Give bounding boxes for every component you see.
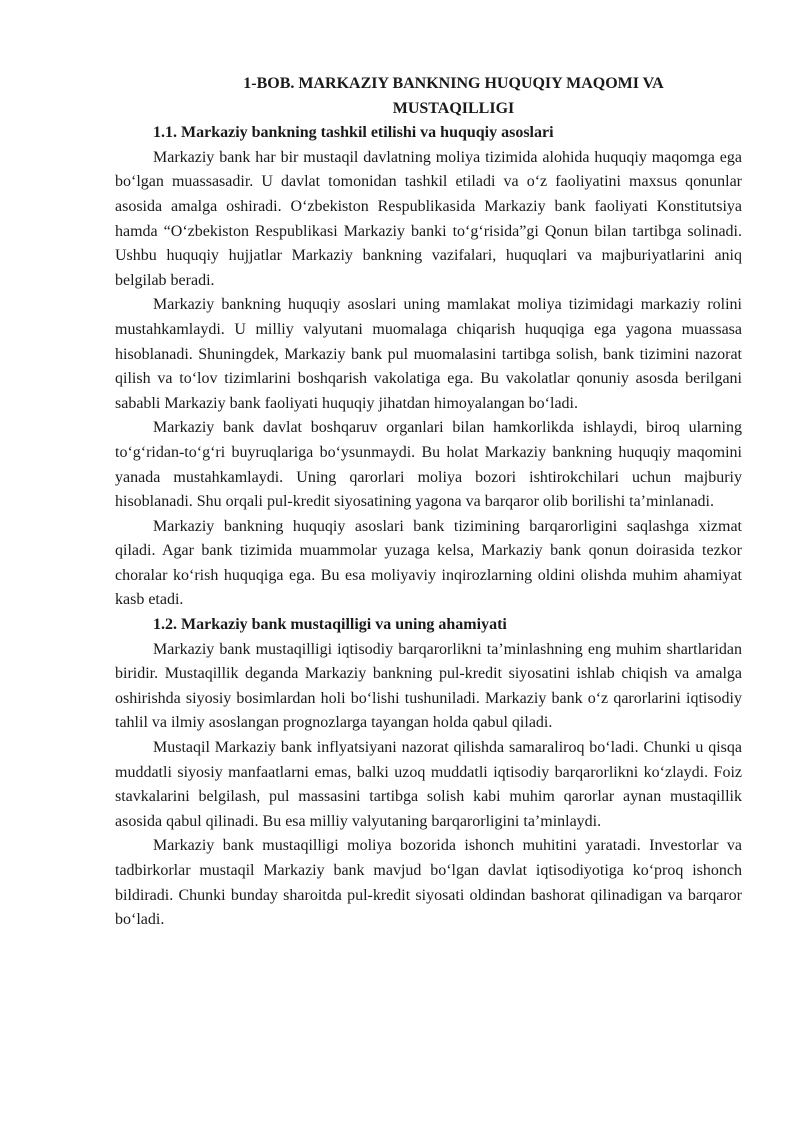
paragraph: Markaziy bank har bir mustaqil davlatning moliya tizimida alohida huquqiy maqomga ega bo‘lgan muassasadir. U davlat tomonidan tashkil etiladi va o‘z faoliyatini maxsus qonunlar asosida amalga oshiradi. O‘zbekiston Respublikasida Markaziy bank faoliyati Konstitutsiya hamda “O‘zbekiston Respublikasi Markaziy banki to‘g‘risida”gi Qonun bilan tartibga solinadi. Ushbu huquqiy hujjatlar Markaziy bankning vazifalari, huquqlari va majburiyatlarini aniq belgilab beradi. xyxy=(115,148,742,289)
paragraph: Markaziy bank mustaqilligi moliya bozorida ishonch muhitini yaratadi. Investorlar va tadbirkorlar mustaqil Markaziy bank mavjud bo‘lgan davlat iqtisodiyotiga ko‘proq ishonch bildiradi. Chunki bunday sharoitda pul-kredit siyosati oldindan bashorat qilinadigan va barqaror bo‘ladi. xyxy=(115,837,742,929)
paragraph: Markaziy bankning huquqiy asoslari uning mamlakat moliya tizimidagi markaziy rolini mustahkamlaydi. U milliy valyutani muomalaga chiqarish huquqiga ega yagona muassasa hisoblanadi. Shuningdek, Markaziy bank pul muomalasini tartibga solish, bank tizimini nazorat qilish va to‘lov tizimlarini boshqarish vakolatiga ega. Bu vakolatlar qonuniy asosda berilgani sababli Markaziy bank faoliyati huquqiy jihatdan himoyalangan bo‘ladi. xyxy=(115,296,742,412)
chapter-title-line-2: MUSTAQILLIGI xyxy=(392,99,515,117)
chapter-title-line-1: 1-BOB. MARKAZIY BANKNING HUQUQIY MAQOMI VA xyxy=(243,75,664,92)
paragraph: Markaziy bankning huquqiy asoslari bank tizimining barqarorligini saqlashga xizmat qiladi. Agar bank tizimida muammolar yuzaga kelsa, Markaziy bank qonun doirasida tezkor choralar ko‘rish huquqiga ega. Bu esa moliyaviy inqirozlarning oldini olishda muhim ahamiyat kasb etadi. xyxy=(115,517,742,609)
document-page xyxy=(115,72,742,933)
section-heading-1-2: 1.2. Markaziy bank mustaqilligi va uning ahamiyati xyxy=(153,616,507,634)
paragraph: Mustaqil Markaziy bank inflyatsiyani nazorat qilishda samaraliroq bo‘ladi. Chunki u qisqa muddatli siyosiy manfaatlarni emas, balki uzoq muddatli iqtisodiy barqarorlikni ko‘zlaydi. Foiz stavkalarini belgilash, pul massasini tartibga solish kabi muhim qarorlar aynan mustaqillik asosida qabul qilinadi. Bu esa milliy valyutaning barqarorligini ta’minlaydi. xyxy=(115,739,742,830)
chapter-title xyxy=(115,72,742,121)
paragraph: Markaziy bank davlat boshqaruv organlari bilan hamkorlikda ishlaydi, biroq ularning to‘g‘ridan-to‘g‘ri buyruqlariga bo‘ysunmaydi. Bu holat Markaziy bankning huquqiy maqomini yanada mustahkamlaydi. Uning qarorlari moliya bozori ishtirokchilari uchun majburiy hisoblanadi. Shu orqali pul-kredit siyosatining yagona va barqaror olib borilishi ta’minlanadi. xyxy=(115,419,742,511)
section-heading-1-1: 1.1. Markaziy bankning tashkil etilishi va huquqiy asoslari xyxy=(153,124,554,142)
paragraph: Markaziy bank mustaqilligi iqtisodiy barqarorlikni ta’minlashning eng muhim shartlaridan biridir. Mustaqillik deganda Markaziy bankning pul-kredit siyosatini ishlab chiqish va amalga oshirishda siyosiy bosimlardan holi bo‘lishi tushuniladi. Markaziy bank o‘z qarorlarini iqtisodiy tahlil va ilmiy asoslangan prognozlarga tayangan holda qabul qiladi. xyxy=(115,640,742,732)
